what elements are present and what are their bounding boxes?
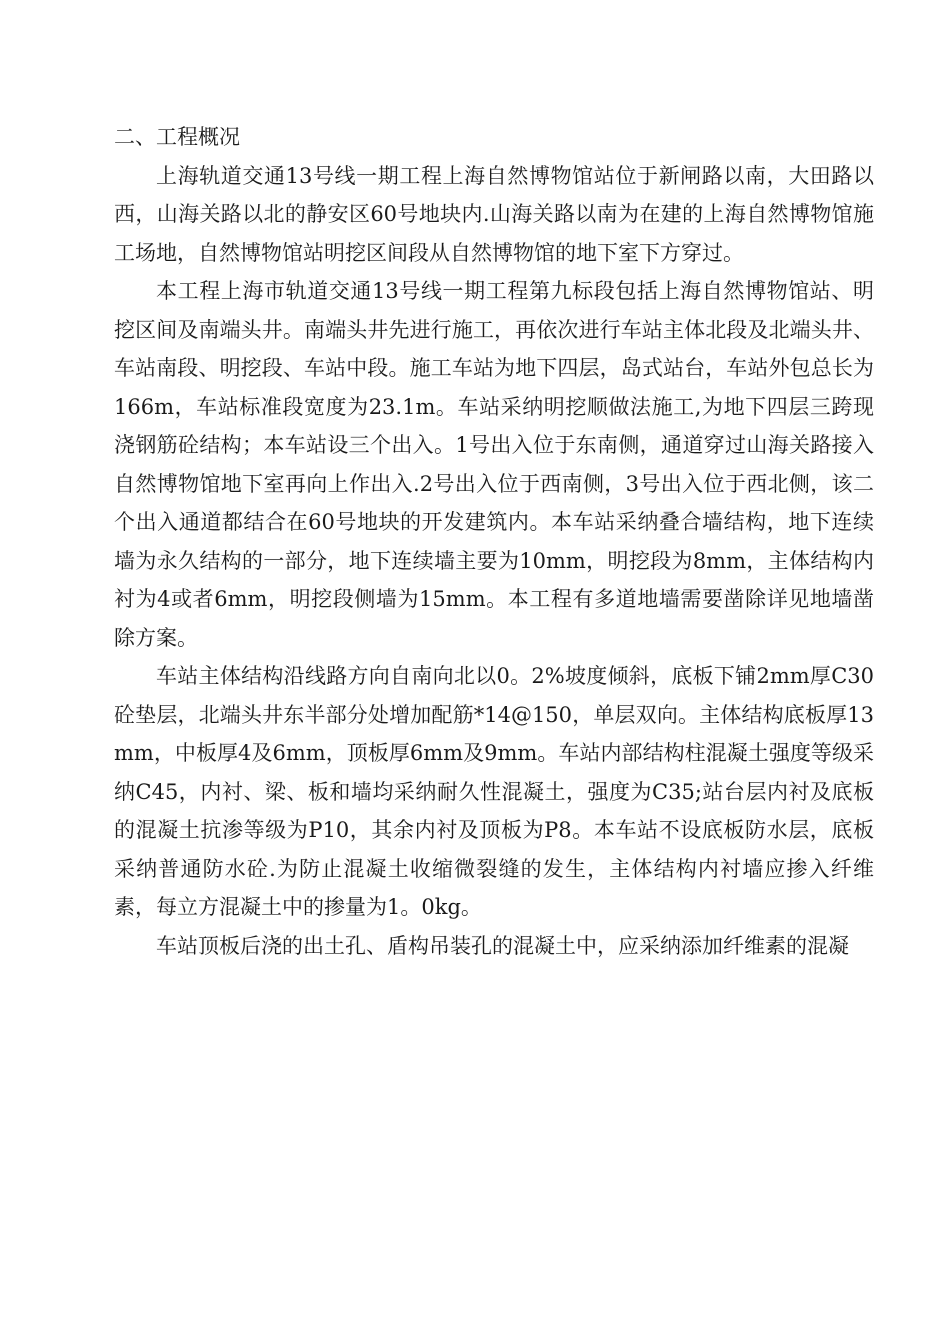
paragraph-structure-details: 车站主体结构沿线路方向自南向北以0。2%坡度倾斜，底板下铺2mm厚C30砼垫层，北端头井东半部分处增加配筋*14@150，单层双向。主体结构底板厚13mm，中板厚4及6mm，顶板厚6mm及9mm。车站内部结构柱混凝土强度等级采纳C45，内衬、梁、板和墙均采纳耐久性混凝土，强度为C35;站台层内衬及底板的混凝土抗渗等级为P10，其余内衬及顶板为P8。本车站不设底板防水层，底板采纳普通防水砼.为防止混凝土收缩微裂缝的发生，主体结构内衬墙应掺入纤维素，每立方混凝土中的掺量为1。0kg。 bbox=[114, 664, 874, 919]
paragraph-project-scope: 本工程上海市轨道交通13号线一期工程第九标段包括上海自然博物馆站、明挖区间及南端头井。南端头井先进行施工，再依次进行车站主体北段及北端头井、车站南段、明挖段、车站中段。施工车站为地下四层，岛式站台，车站外包总长为166m，车站标准段宽度为23.1m。车站采纳明挖顺做法施工,为地下四层三跨现浇钢筋砼结构；本车站设三个出入。1号出入位于东南侧，通道穿过山海关路接入自然博物馆地下室再向上作出入.2号出入位于西南侧，3号出入位于西北侧，该二个出入通道都结合在60号地块的开发建筑内。本车站采纳叠合墙结构，地下连续墙为永久结构的一部分，地下连续墙主要为10mm，明挖段为8mm，主体结构内衬为4或者6mm，明挖段侧墙为15mm。本工程有多道地墙需要凿除详见地墙凿除方案。 bbox=[114, 279, 874, 650]
paragraph-roof-openings: 车站顶板后浇的出土孔、盾构吊装孔的混凝土中，应采纳添加纤维素的混凝 bbox=[156, 933, 849, 958]
paragraph-station-location: 上海轨道交通13号线一期工程上海自然博物馆站位于新闸路以南，大田路以西，山海关路以北的静安区60号地块内.山海关路以南为在建的上海自然博物馆施工场地，自然博物馆站明挖区间段从自然博物馆的地下室下方穿过。 bbox=[114, 163, 874, 265]
document-body bbox=[114, 118, 874, 965]
section-heading: 二、工程概况 bbox=[114, 125, 240, 149]
